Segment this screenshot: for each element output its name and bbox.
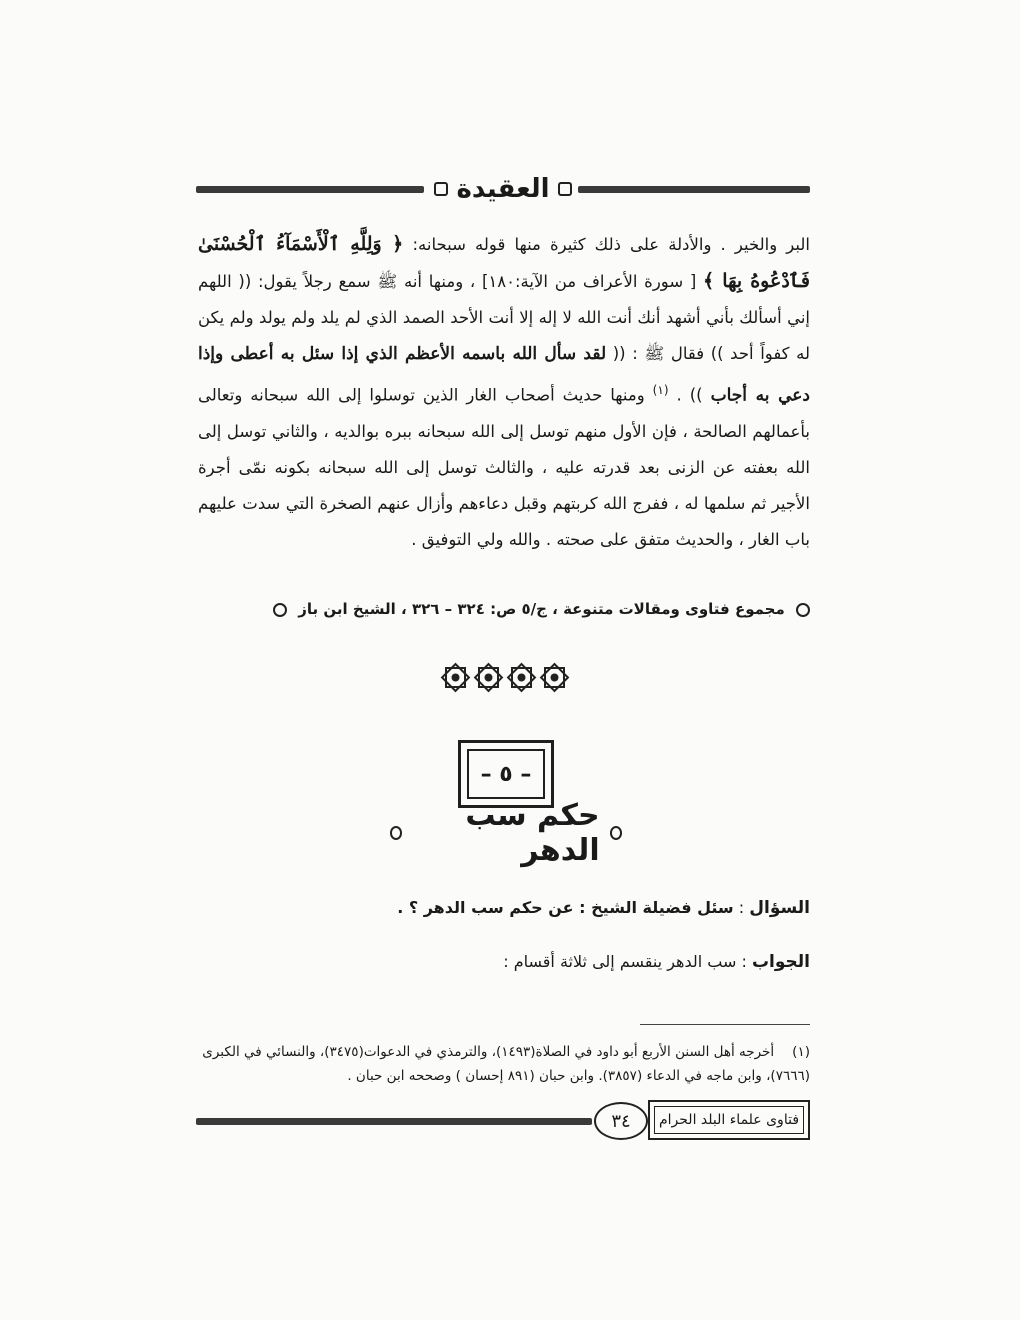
circle-bullet-icon: [273, 603, 287, 617]
star-ornament-icon: [473, 662, 504, 693]
square-bullet-icon: [434, 182, 448, 196]
answer-label: الجواب: [751, 952, 810, 972]
page-header: [196, 172, 810, 206]
header-rule-left: [196, 186, 424, 193]
star-ornament-icon: [440, 662, 471, 693]
page-footer: [196, 1098, 810, 1146]
footnote-rule: [640, 1024, 810, 1025]
hadith-text: لقد سأل الله باسمه الأعظم الذي إذا سئل به أعطى وإذا دعي به أجاب: [198, 344, 811, 406]
fatwa-title-group: [390, 798, 622, 868]
footnote-number: (١): [792, 1044, 810, 1060]
body-text-continued: ، ومنها أنه ﷺ سمع رجلاً يقول: (( اللهم إني أسألك بأني أشهد أنك أنت الله لا إله إلا أنت الأحد الصمد الذي لم يلد ولم يولد ولم يكن له كفواً أحد )) فقال ﷺ : ((: [198, 272, 810, 363]
label-separator: :: [733, 898, 745, 917]
quran-verse: ﴿ وَلِلَّهِ ٱلْأَسْمَآءُ ٱلْحُسْنَىٰ فَٱدْعُوهُ بِهَا ﴾: [198, 233, 810, 292]
circle-bullet-icon: [610, 826, 622, 840]
answer-line: [198, 952, 810, 972]
star-ornament-icon: [539, 662, 570, 693]
footnote-text: أخرجه أهل السنن الأربع أبو داود في الصلاة(١٤٩٣)، والترمذي في الدعوات(٣٤٧٥)، والنسائي في الكبرى (٧٦٦٦)، وابن ماجه في الدعاء (٣٨٥٧). وابن حبان (٨٩١ إحسان ) وصححه ابن حبان .: [202, 1044, 810, 1084]
footnote: [196, 1040, 810, 1088]
question-line: [198, 898, 810, 918]
fatwa-title: حكم سب الدهر: [465, 798, 600, 868]
fatwa-number: – ٥ –: [467, 749, 545, 799]
circle-bullet-icon: [796, 603, 810, 617]
square-bullet-icon: [558, 182, 572, 196]
star-ornament-icon: [506, 662, 537, 693]
header-rule-right: [578, 186, 810, 193]
book-title-box: [648, 1100, 810, 1140]
ornament-divider: [440, 662, 572, 696]
source-citation: [198, 600, 810, 618]
body-text-after-hadith: )) .: [676, 385, 703, 405]
body-text-end: ومنها حديث أصحاب الغار الذين توسلوا إلى الله سبحانه وتعالى بأعمالهم الصالحة ، فإن الأول منهم توسل إلى الله سبحانه ببره بوالديه ، والثاني توسل إلى الله بعفته عن الزنى بعد قدرته عليه ، والثالث توسل إلى الله سبحانه بكونه نمّى أجرة الأجير ثم سلمها له ، ففرج الله كربتهم وقبل دعاءهم وأزال عنهم الصخرة التي سدت عليهم باب الغار ، والحديث متفق على صحته . والله ولي التوفيق .: [198, 385, 810, 549]
header-title: العقيدة: [456, 174, 550, 204]
label-separator: :: [736, 952, 747, 971]
footnote-marker: (١): [652, 383, 669, 397]
page-number: ٣٤: [594, 1102, 648, 1140]
body-paragraph: [198, 226, 810, 558]
footer-rule: [196, 1118, 592, 1125]
answer-text: سب الدهر ينقسم إلى ثلاثة أقسام :: [503, 952, 737, 971]
circle-bullet-icon: [390, 826, 402, 840]
question-text: سئل فضيلة الشيخ : عن حكم سب الدهر ؟ .: [397, 898, 734, 917]
source-text: مجموع فتاوى ومقالات متنوعة ، ج/٥ ص: ٣٢٤ – ٣٢٦ ، الشيخ ابن باز: [298, 600, 785, 618]
book-title: فتاوى علماء البلد الحرام: [654, 1106, 804, 1134]
verse-reference: [ سورة الأعراف من الآية:١٨٠]: [481, 272, 697, 291]
question-label: السؤال: [749, 898, 810, 918]
body-text-start: البر والخير . والأدلة على ذلك كثيرة منها قوله سبحانه:: [412, 235, 810, 254]
header-title-group: [432, 172, 574, 206]
